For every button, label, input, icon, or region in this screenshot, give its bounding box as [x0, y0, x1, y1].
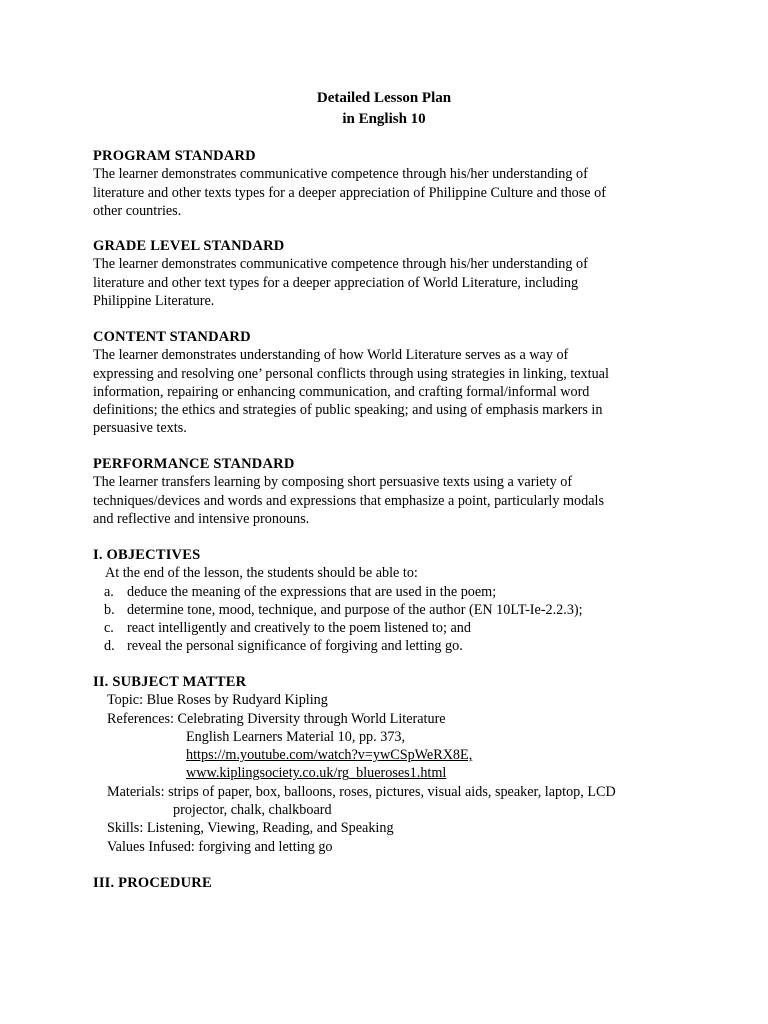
- grade-level-standard-line: Philippine Literature.: [93, 292, 215, 309]
- subject-matter-heading: II. SUBJECT MATTER: [93, 674, 247, 690]
- list-item: [93, 637, 683, 655]
- materials-line: projector, chalk, chalkboard: [173, 802, 332, 819]
- grade-level-standard-heading: GRADE LEVEL STANDARD: [93, 238, 285, 254]
- kipling-society-link[interactable]: www.kiplingsociety.co.uk/rg_blueroses1.html: [186, 765, 447, 782]
- content-standard-line: The learner demonstrates understanding of how World Literature serves as a way of: [93, 347, 569, 364]
- program-standard-line: other countries.: [93, 202, 182, 219]
- performance-standard-line: and reflective and intensive pronouns.: [93, 510, 310, 527]
- objectives-section: [93, 546, 683, 656]
- objectives-list: [93, 583, 683, 656]
- title-line-2: in English 10: [342, 111, 426, 127]
- objectives-heading: I. OBJECTIVES: [93, 547, 201, 563]
- topic-line: Topic: Blue Roses by Rudyard Kipling: [107, 692, 328, 709]
- list-item-text: react intelligently and creatively to the poem listened to; and: [127, 620, 471, 637]
- list-item: [93, 619, 683, 637]
- list-item-text: determine tone, mood, technique, and purpose of the author (EN 10LT-Ie-2.2.3);: [127, 601, 583, 618]
- program-standard-section: [93, 147, 683, 220]
- grade-level-standard-line: literature and other text types for a deeper appreciation of World Literature, including: [93, 274, 579, 291]
- materials-line: Materials: strips of paper, box, balloons, roses, pictures, visual aids, speaker, laptop, LCD: [107, 783, 616, 800]
- content-standard-line: information, repairing or enhancing communication, and crafting formal/informal word: [93, 383, 590, 400]
- list-item-text: deduce the meaning of the expressions that are used in the poem;: [127, 583, 497, 600]
- list-item: [93, 583, 683, 601]
- list-item-text: reveal the personal significance of forgiving and letting go.: [127, 638, 463, 655]
- list-marker: d.: [104, 638, 115, 655]
- performance-standard-section: [93, 455, 683, 528]
- program-standard-line: literature and other texts types for a deeper appreciation of Philippine Culture and those of: [93, 184, 606, 201]
- list-marker: b.: [104, 601, 115, 618]
- content-standard-section: [93, 328, 683, 438]
- skills-line: Skills: Listening, Viewing, Reading, and Speaking: [107, 820, 394, 837]
- document-title: [0, 88, 768, 130]
- references-line: References: Celebrating Diversity through World Literature: [107, 710, 446, 727]
- content-standard-line: persuasive texts.: [93, 420, 187, 437]
- list-marker: c.: [104, 620, 114, 637]
- grade-level-standard-section: [93, 237, 683, 310]
- grade-level-standard-line: The learner demonstrates communicative competence through his/her understanding of: [93, 256, 588, 273]
- performance-standard-line: techniques/devices and words and expressions that emphasize a point, particularly modals: [93, 492, 604, 509]
- objectives-intro: At the end of the lesson, the students should be able to:: [105, 565, 418, 582]
- procedure-heading: III. PROCEDURE: [93, 875, 212, 891]
- title-line-1: Detailed Lesson Plan: [316, 90, 452, 106]
- content-standard-line: expressing and resolving one’ personal conflicts through using strategies in linking, textual: [93, 365, 609, 382]
- references-line: English Learners Material 10, pp. 373,: [186, 728, 406, 745]
- performance-standard-line: The learner transfers learning by composing short persuasive texts using a variety of: [93, 474, 573, 491]
- program-standard-heading: PROGRAM STANDARD: [93, 148, 256, 164]
- program-standard-line: The learner demonstrates communicative competence through his/her understanding of: [93, 166, 588, 183]
- list-marker: a.: [104, 583, 114, 600]
- list-item: [93, 601, 683, 619]
- subject-matter-section: [93, 673, 683, 856]
- content-standard-line: definitions; the ethics and strategies of public speaking; and using of emphasis markers in: [93, 402, 603, 419]
- performance-standard-heading: PERFORMANCE STANDARD: [93, 456, 295, 472]
- content-standard-heading: CONTENT STANDARD: [93, 329, 251, 345]
- youtube-link[interactable]: https://m.youtube.com/watch?v=ywCSpWeRX8E,: [186, 747, 473, 764]
- references-link-container: [93, 764, 683, 782]
- values-line: Values Infused: forgiving and letting go: [107, 838, 333, 855]
- procedure-section: [93, 874, 683, 892]
- references-link-container: [93, 746, 683, 764]
